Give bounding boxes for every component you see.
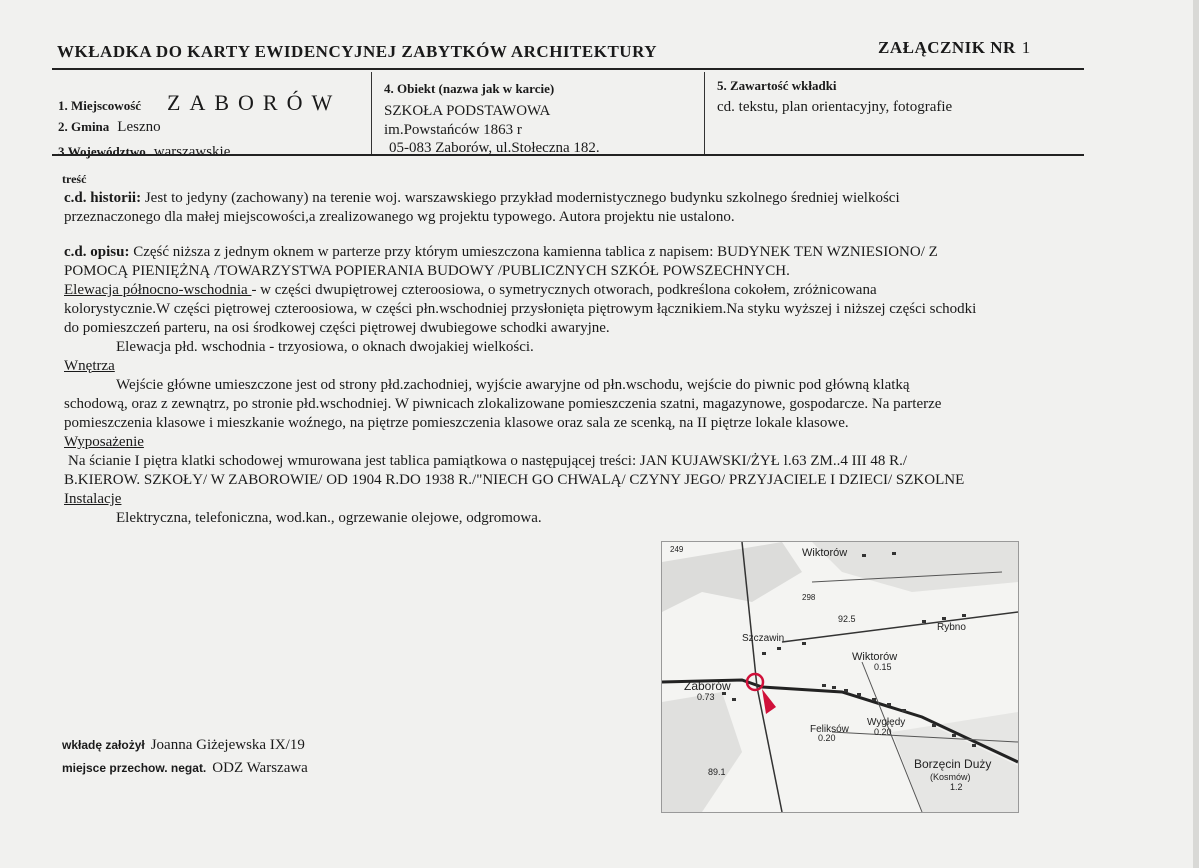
header-divider (52, 68, 1084, 70)
zawartosc-label-text: 5. Zawartość wkładki (717, 78, 837, 93)
attachment-label (878, 38, 1031, 58)
wnetrza-heading: Wnętrza (64, 358, 115, 374)
map-label-feliksow-num: 0.20 (818, 733, 836, 743)
elewacja-text-3: do pomieszczeń parteru, na osi środkowej części piętrowej dwubiegowe schodki awaryjne. (64, 320, 610, 336)
wyposazenie-text-2: B.KIEROW. SZKOŁY/ W ZABOROWIE/ OD 1904 R.DO 1938 R./"NIECH GO CHWALĄ/ CZYNY JEGO/ PRZYJACIELE I DZIECI/ SZKOLNE (64, 472, 965, 488)
map-label-elev-3: 298 (802, 593, 816, 602)
gmina-label: 2. Gmina (58, 119, 110, 134)
obiekt-label-text: 4. Obiekt (nazwa jak w karcie) (384, 81, 555, 96)
obiekt-line-3: 05-083 Zaborów, ul.Stołeczna 182. (389, 140, 600, 156)
wojewodztwo-label: 3.Województwo (58, 144, 146, 159)
map-label-zaborow: Zaborów (684, 679, 731, 693)
obiekt-label (384, 80, 554, 98)
instalacje-heading: Instalacje (64, 491, 122, 507)
map-label-kosmow: (Kosmów) (930, 772, 971, 782)
author-value: Joanna Giżejewska IX/19 (150, 737, 305, 753)
map-label-wiktorow-mid: Wiktorów (852, 651, 898, 663)
miejscowosc-label: 1. Miejscowość (58, 98, 142, 113)
attachment-label-text: ZAŁĄCZNIK NR (878, 38, 1016, 57)
instalacje-text: Elektryczna, telefoniczna, wod.kan., ogrzewanie olejowe, odgromowa. (116, 510, 542, 526)
gmina-row (58, 118, 161, 136)
storage-label: miejsce przechow. negat. (62, 761, 207, 775)
historii-text-1: Jest to jedyny (zachowany) na terenie woj. warszawskiego przykład modernistycznego budynku szkolnego średniej wielkości (141, 190, 900, 206)
map-drawing (662, 542, 1018, 812)
map-label-borzecin: Borzęcin Duży (914, 757, 992, 771)
miejscowosc-value: ZABORÓW (167, 90, 342, 115)
map-label-szczawin: Szczawin (742, 633, 785, 644)
zawartosc-label (717, 77, 837, 95)
miejscowosc-row (58, 90, 341, 116)
map-label-rybno: Rybno (937, 622, 966, 633)
wyposazenie-heading: Wyposażenie (64, 434, 144, 450)
attachment-number: 1 (1021, 38, 1031, 57)
opisu-label: c.d. opisu: (64, 244, 130, 260)
zawartosc-value: cd. tekstu, plan orientacyjny, fotografie (717, 99, 953, 115)
obiekt-line-2: im.Powstańców 1863 r (384, 122, 522, 138)
map-label-elev-4: 249 (670, 545, 684, 554)
author-row (62, 736, 305, 754)
elewacja-text-1: - w części dwupiętrowej czteroosiowa, o symetrycznych otworach, podkreślona cokołem, zróżnicowana (251, 282, 877, 298)
wnetrza-text-1: Wejście główne umieszczone jest od strony płd.zachodniej, wyjście awaryjne od płn.wschodu, wejście do piwnic pod główną klatką (116, 377, 910, 393)
map-label-elev-2: 89.1 (708, 767, 726, 777)
map-label-wygledy-num: 0.20 (874, 727, 892, 737)
opisu-text-2: POMOCĄ PIENIĘŻNĄ /TOWARZYSTWA POPIERANIA BUDOWY /PUBLICZNYCH SZKÓŁ POWSZECHNYCH. (64, 263, 790, 279)
opisu-text-1: Część niższa z jednym oknem w parterze przy którym umieszczona kamienna tablica z napisem: BUDYNEK TEN WZNIESIONO/ Z (129, 244, 938, 260)
author-label: wkładę założył (62, 738, 145, 752)
elewacja-text-4: Elewacja płd. wschodnia - trzyosiowa, o oknach dwojakiej wielkości. (116, 339, 534, 355)
obiekt-line-1: SZKOŁA PODSTAWOWA (384, 103, 551, 119)
elewacja-heading: Elewacja północno-wschodnia (64, 282, 252, 298)
gmina-value: Leszno (117, 119, 161, 135)
wnetrza-text-2: schodową, oraz z zewnątrz, po stronie płd.wschodniej. W piwnicach zlokalizowane pomieszczenia szatni, magazynowe, gospodarcze. Na parterze (64, 396, 942, 412)
boxes-divider (52, 154, 1084, 156)
wyposazenie-text-1: Na ścianie I piętra klatki schodowej wmurowana jest tablica pamiątkowa o następującej treści: JAN KUJAWSKI/ŻYŁ l.63 ZM..4 III 48 R./ (68, 453, 907, 469)
elewacja-text-2: kolorystycznie.W części piętrowej czteroosiowa, w części płn.wschodniej przysłonięta piętrowym łącznikiem.Na styku wyższej i niższej części schodki (64, 301, 977, 317)
map-label-zaborow-num: 0.73 (697, 692, 715, 702)
map-label-feliksow: Feliksów (810, 724, 849, 735)
tresc-label: treść (62, 172, 87, 186)
wojewodztwo-value: warszawskie (153, 144, 231, 160)
map-label-wygledy: Wygłędy (867, 717, 906, 728)
historii-label: c.d. historii: (64, 190, 142, 206)
map-label-elev-1: 92.5 (838, 614, 856, 624)
storage-value: ODZ Warszawa (212, 760, 308, 776)
box-divider-2 (704, 72, 705, 156)
map-label-wiktorow-num: 0.15 (874, 662, 892, 672)
wojewodztwo-row (58, 143, 230, 161)
orientation-map (661, 541, 1019, 813)
historii-section (64, 189, 1124, 227)
card-title: WKŁADKA DO KARTY EWIDENCYJNEJ ZABYTKÓW ARCHITEKTURY (57, 42, 658, 61)
opisu-section (64, 243, 1124, 528)
map-label-kosmow-num: 1.2 (950, 782, 963, 792)
map-label-wiktorow-top: Wiktorów (802, 547, 848, 559)
storage-row (62, 759, 308, 777)
box-divider-1 (371, 72, 372, 156)
historii-text-2: przeznaczonego dla małej miejscowości,a zrealizowanego wg projektu typowego. Autora projektu nie ustalono. (64, 209, 735, 225)
wnetrza-text-3: pomieszczenia klasowe i mieszkanie woźnego, na piętrze pomieszczenia klasowe oraz sala ze scenką, na II piętrze lokale klasowe. (64, 415, 849, 431)
